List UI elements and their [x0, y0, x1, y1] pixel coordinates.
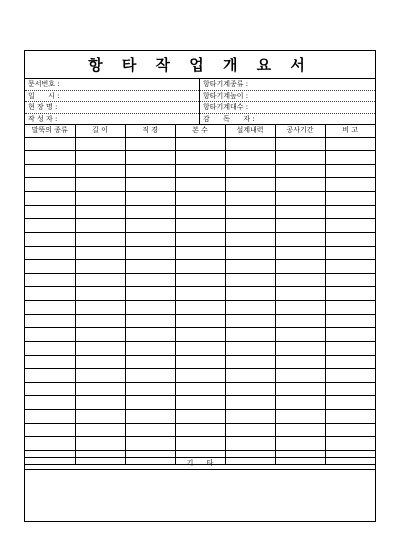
table-row — [25, 410, 375, 424]
table-cell[interactable] — [225, 137, 275, 151]
table-cell[interactable] — [175, 178, 225, 192]
table-cell[interactable] — [125, 137, 175, 151]
table-cell[interactable] — [225, 151, 275, 165]
table-cell[interactable] — [75, 369, 125, 383]
header-construction-period: 공사기간 — [275, 125, 325, 137]
table-cell[interactable] — [325, 410, 375, 424]
pile-driver-height-label: 항타기계높이 : — [203, 91, 249, 100]
header-diameter: 직 경 — [125, 125, 175, 137]
table-cell[interactable] — [25, 273, 75, 287]
table-cell[interactable] — [125, 232, 175, 246]
table-cell[interactable] — [225, 287, 275, 301]
table-cell[interactable] — [175, 273, 225, 287]
table-row — [25, 205, 375, 219]
table-cell[interactable] — [25, 423, 75, 437]
info-section — [25, 79, 375, 125]
table-row — [25, 232, 375, 246]
table-cell[interactable] — [125, 341, 175, 355]
table-cell[interactable] — [75, 246, 125, 260]
info-row — [25, 114, 375, 126]
table-cell[interactable] — [225, 205, 275, 219]
table-cell[interactable] — [75, 219, 125, 233]
work-overview-form — [24, 50, 376, 522]
header-remarks: 비 고 — [325, 125, 375, 137]
table-cell[interactable] — [275, 205, 325, 219]
table-row — [25, 355, 375, 369]
info-divider — [199, 79, 200, 125]
table-row — [25, 192, 375, 206]
table-cell[interactable] — [125, 205, 175, 219]
table-cell[interactable] — [275, 137, 325, 151]
author-label: 작 성 자 : — [28, 114, 58, 123]
table-cell[interactable] — [325, 423, 375, 437]
table-cell[interactable] — [325, 164, 375, 178]
table-cell[interactable] — [125, 260, 175, 274]
table-cell[interactable] — [25, 341, 75, 355]
table-row — [25, 151, 375, 165]
table-cell[interactable] — [75, 287, 125, 301]
table-cell[interactable] — [175, 410, 225, 424]
table-cell[interactable] — [225, 192, 275, 206]
table-cell[interactable] — [75, 301, 125, 315]
table-cell[interactable] — [325, 273, 375, 287]
table-cell[interactable] — [275, 328, 325, 342]
table-cell[interactable] — [225, 341, 275, 355]
table-row — [25, 396, 375, 410]
table-cell[interactable] — [25, 301, 75, 315]
table-cell[interactable] — [175, 287, 225, 301]
table-cell[interactable] — [275, 151, 325, 165]
table-cell[interactable] — [125, 246, 175, 260]
table-cell[interactable] — [175, 164, 225, 178]
table-cell[interactable] — [225, 219, 275, 233]
table-cell[interactable] — [25, 137, 75, 151]
table-cell[interactable] — [275, 260, 325, 274]
table-cell[interactable] — [275, 178, 325, 192]
table-cell[interactable] — [175, 382, 225, 396]
info-row — [25, 102, 375, 114]
table-cell[interactable] — [75, 314, 125, 328]
table-row — [25, 437, 375, 451]
table-cell[interactable] — [125, 355, 175, 369]
table-header-row — [25, 125, 375, 137]
table-cell[interactable] — [275, 369, 325, 383]
table-cell[interactable] — [225, 382, 275, 396]
supervisor-label: 감 독 자 : — [203, 114, 255, 123]
table-cell[interactable] — [125, 164, 175, 178]
table-cell[interactable] — [275, 396, 325, 410]
table-cell[interactable] — [225, 355, 275, 369]
table-cell[interactable] — [325, 287, 375, 301]
table-cell[interactable] — [325, 355, 375, 369]
table-cell[interactable] — [175, 232, 225, 246]
other-label: 기 타 — [25, 458, 375, 470]
table-cell[interactable] — [125, 219, 175, 233]
table-cell[interactable] — [25, 314, 75, 328]
header-count: 본 수 — [175, 125, 225, 137]
table-cell[interactable] — [125, 369, 175, 383]
table-cell[interactable] — [25, 396, 75, 410]
table-cell[interactable] — [175, 260, 225, 274]
table-cell[interactable] — [125, 151, 175, 165]
table-cell[interactable] — [125, 382, 175, 396]
table-cell[interactable] — [25, 178, 75, 192]
table-row — [25, 219, 375, 233]
table-cell[interactable] — [225, 232, 275, 246]
table-cell[interactable] — [275, 410, 325, 424]
table-cell[interactable] — [225, 314, 275, 328]
table-cell[interactable] — [175, 151, 225, 165]
datetime-label: 일 시 : — [28, 91, 60, 100]
table-row — [25, 137, 375, 151]
table-cell[interactable] — [175, 192, 225, 206]
table-cell[interactable] — [175, 137, 225, 151]
table-cell[interactable] — [75, 164, 125, 178]
table-cell[interactable] — [25, 164, 75, 178]
table-cell[interactable] — [175, 423, 225, 437]
pile-driver-type-label: 항타기계종류 : — [203, 80, 249, 88]
table-cell[interactable] — [225, 423, 275, 437]
table-cell[interactable] — [25, 260, 75, 274]
table-cell[interactable] — [25, 205, 75, 219]
table-cell[interactable] — [225, 369, 275, 383]
table-cell[interactable] — [125, 396, 175, 410]
table-cell[interactable] — [75, 423, 125, 437]
table-cell[interactable] — [25, 328, 75, 342]
table-cell[interactable] — [275, 219, 325, 233]
table-cell[interactable] — [125, 301, 175, 315]
table-cell[interactable] — [175, 246, 225, 260]
table-cell[interactable] — [75, 232, 125, 246]
table-cell[interactable] — [275, 164, 325, 178]
table-cell[interactable] — [275, 382, 325, 396]
table-cell[interactable] — [75, 341, 125, 355]
table-cell[interactable] — [25, 192, 75, 206]
table-cell[interactable] — [75, 382, 125, 396]
info-row — [25, 91, 375, 103]
table-cell[interactable] — [175, 301, 225, 315]
table-row — [25, 423, 375, 437]
table-cell[interactable] — [325, 232, 375, 246]
table-cell[interactable] — [25, 382, 75, 396]
table-cell[interactable] — [75, 355, 125, 369]
table-row — [25, 273, 375, 287]
table-cell[interactable] — [175, 314, 225, 328]
table-cell[interactable] — [325, 328, 375, 342]
table-cell[interactable] — [325, 382, 375, 396]
table-row — [25, 178, 375, 192]
table-cell[interactable] — [25, 287, 75, 301]
table-cell[interactable] — [225, 273, 275, 287]
table-cell[interactable] — [125, 178, 175, 192]
pile-driver-count-label: 항타기계대수 : — [203, 103, 249, 111]
table-cell[interactable] — [75, 410, 125, 424]
table-cell[interactable] — [75, 328, 125, 342]
table-row — [25, 382, 375, 396]
table-cell[interactable] — [75, 151, 125, 165]
pile-table — [25, 125, 375, 465]
table-cell[interactable] — [275, 314, 325, 328]
table-cell[interactable] — [175, 219, 225, 233]
table-row — [25, 314, 375, 328]
table-cell[interactable] — [175, 437, 225, 451]
table-cell[interactable] — [75, 273, 125, 287]
table-cell[interactable] — [275, 423, 325, 437]
table-cell[interactable] — [325, 219, 375, 233]
table-row — [25, 341, 375, 355]
table-cell[interactable] — [125, 410, 175, 424]
table-cell[interactable] — [225, 246, 275, 260]
table-cell[interactable] — [175, 396, 225, 410]
table-cell[interactable] — [25, 151, 75, 165]
table-row — [25, 246, 375, 260]
table-cell[interactable] — [75, 137, 125, 151]
table-cell[interactable] — [225, 164, 275, 178]
table-cell[interactable] — [225, 178, 275, 192]
table-row — [25, 287, 375, 301]
table-cell[interactable] — [225, 396, 275, 410]
table-cell[interactable] — [275, 246, 325, 260]
table-cell[interactable] — [325, 192, 375, 206]
table-cell[interactable] — [25, 355, 75, 369]
table-cell[interactable] — [75, 260, 125, 274]
table-cell[interactable] — [75, 396, 125, 410]
table-cell[interactable] — [275, 287, 325, 301]
header-design-capacity: 설계내력 — [225, 125, 275, 137]
table-cell[interactable] — [25, 219, 75, 233]
table-cell[interactable] — [325, 341, 375, 355]
table-row — [25, 369, 375, 383]
table-cell[interactable] — [225, 260, 275, 274]
table-cell[interactable] — [225, 301, 275, 315]
table-cell[interactable] — [225, 437, 275, 451]
table-cell[interactable] — [75, 205, 125, 219]
table-cell[interactable] — [75, 178, 125, 192]
header-length: 길 이 — [75, 125, 125, 137]
table-cell[interactable] — [275, 437, 325, 451]
table-cell[interactable] — [325, 437, 375, 451]
table-row — [25, 260, 375, 274]
site-name-label: 현 장 명 : — [28, 103, 58, 111]
table-cell[interactable] — [275, 355, 325, 369]
table-cell[interactable] — [225, 410, 275, 424]
table-cell[interactable] — [275, 273, 325, 287]
table-cell[interactable] — [325, 369, 375, 383]
table-cell[interactable] — [325, 137, 375, 151]
form-title: 항 타 작 업 개 요 서 — [25, 51, 375, 79]
table-cell[interactable] — [325, 246, 375, 260]
table-cell[interactable] — [325, 151, 375, 165]
table-cell[interactable] — [125, 423, 175, 437]
table-cell[interactable] — [125, 192, 175, 206]
table-cell[interactable] — [25, 246, 75, 260]
table-cell[interactable] — [175, 328, 225, 342]
other-section — [25, 457, 375, 523]
table-cell[interactable] — [275, 301, 325, 315]
table-cell[interactable] — [75, 437, 125, 451]
table-cell[interactable] — [125, 287, 175, 301]
table-cell[interactable] — [175, 355, 225, 369]
table-cell[interactable] — [275, 232, 325, 246]
table-cell[interactable] — [175, 341, 225, 355]
table-cell[interactable] — [25, 232, 75, 246]
table-cell[interactable] — [175, 369, 225, 383]
table-cell[interactable] — [325, 260, 375, 274]
table-cell[interactable] — [125, 273, 175, 287]
table-cell[interactable] — [175, 205, 225, 219]
table-cell[interactable] — [325, 396, 375, 410]
doc-number-label: 문서번호 : — [28, 80, 60, 88]
table-cell[interactable] — [75, 192, 125, 206]
table-cell[interactable] — [325, 178, 375, 192]
table-cell[interactable] — [325, 205, 375, 219]
table-cell[interactable] — [225, 328, 275, 342]
table-body — [25, 137, 375, 464]
header-pile-type: 말뚝의 종류 — [25, 125, 75, 137]
table-cell[interactable] — [25, 369, 75, 383]
table-cell[interactable] — [325, 301, 375, 315]
table-cell[interactable] — [25, 437, 75, 451]
table-row — [25, 164, 375, 178]
table-cell[interactable] — [25, 410, 75, 424]
table-row — [25, 301, 375, 315]
table-row — [25, 328, 375, 342]
table-cell[interactable] — [275, 192, 325, 206]
table-cell[interactable] — [325, 314, 375, 328]
table-cell[interactable] — [125, 314, 175, 328]
table-cell[interactable] — [125, 437, 175, 451]
table-cell[interactable] — [125, 328, 175, 342]
info-row — [25, 79, 375, 91]
table-cell[interactable] — [275, 341, 325, 355]
